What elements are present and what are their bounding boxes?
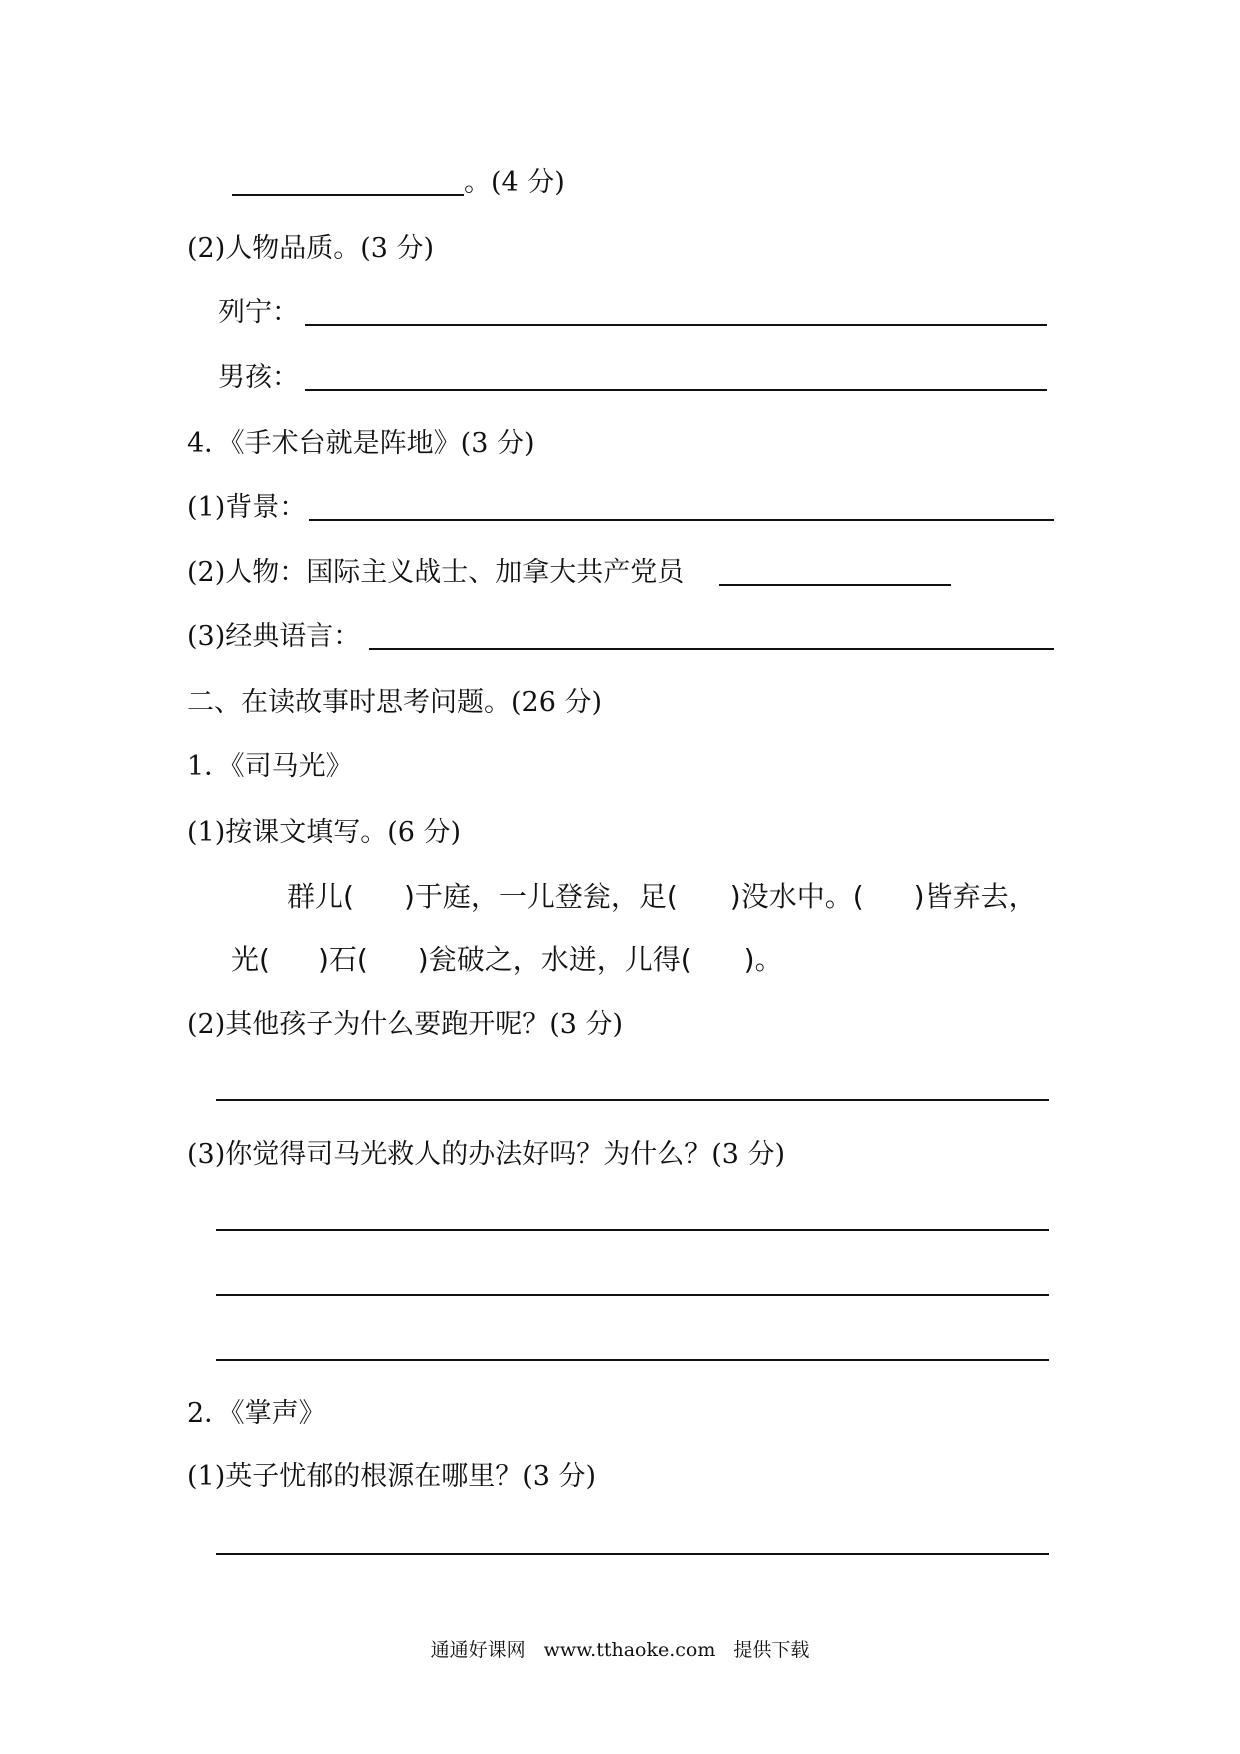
points-note: 。(4 分) [464,167,565,198]
passage-line [287,880,1037,914]
question-prompt: (1)按课文填写。(6 分) [187,817,462,848]
answer-blank[interactable] [305,324,1047,326]
answer-blank[interactable] [309,519,1054,521]
footer-site-name: 通通好课网 [430,1639,526,1661]
question-title: 2．《掌声》 [187,1398,326,1429]
passage-line [231,943,783,977]
answer-line[interactable] [216,1099,1049,1101]
passage-fragment: )皆弃去， [913,880,1037,913]
answer-label: (3)经典语言： [187,621,361,652]
passage-fragment: )。 [743,943,783,976]
page-footer [0,1635,1240,1662]
answer-line[interactable] [216,1229,1049,1231]
answer-line[interactable] [216,1294,1049,1296]
passage-fragment: )于庭，一儿登瓮，足( [403,880,678,913]
answer-line[interactable] [216,1359,1049,1361]
answer-blank[interactable] [719,584,951,586]
question-title: 4．《手术台就是阵地》(3 分) [187,428,535,459]
footer-url[interactable]: www.tthaoke.com [543,1639,716,1661]
answer-line[interactable] [216,1553,1049,1555]
answer-blank[interactable] [232,194,464,196]
passage-fragment: )瓮破之，水迸，儿得( [417,943,692,976]
question-prompt: (2)其他孩子为什么要跑开呢？(3 分) [187,1009,624,1040]
answer-label: (1)背景： [187,492,307,523]
question-prompt: (1)英子忧郁的根源在哪里？(3 分) [187,1461,597,1492]
passage-fragment: 群儿( [287,880,354,913]
footer-tail: 提供下载 [733,1639,810,1661]
section-heading: 二、在读故事时思考问题。(26 分) [187,687,603,718]
question-title: 1．《司马光》 [187,751,353,782]
passage-fragment: )石( [317,943,368,976]
passage-fragment: )没水中。( [729,880,864,913]
answer-blank[interactable] [305,389,1047,391]
answer-label: (2)人物：国际主义战士、加拿大共产党员 [187,557,685,588]
answer-label: 列宁： [218,297,299,328]
passage-fragment: 光( [231,943,270,976]
question-prompt: (3)你觉得司马光救人的办法好吗？为什么？(3 分) [187,1139,786,1170]
answer-label: 男孩： [218,362,299,393]
question-prompt: (2)人物品质。(3 分) [187,233,435,264]
answer-blank[interactable] [369,648,1054,650]
